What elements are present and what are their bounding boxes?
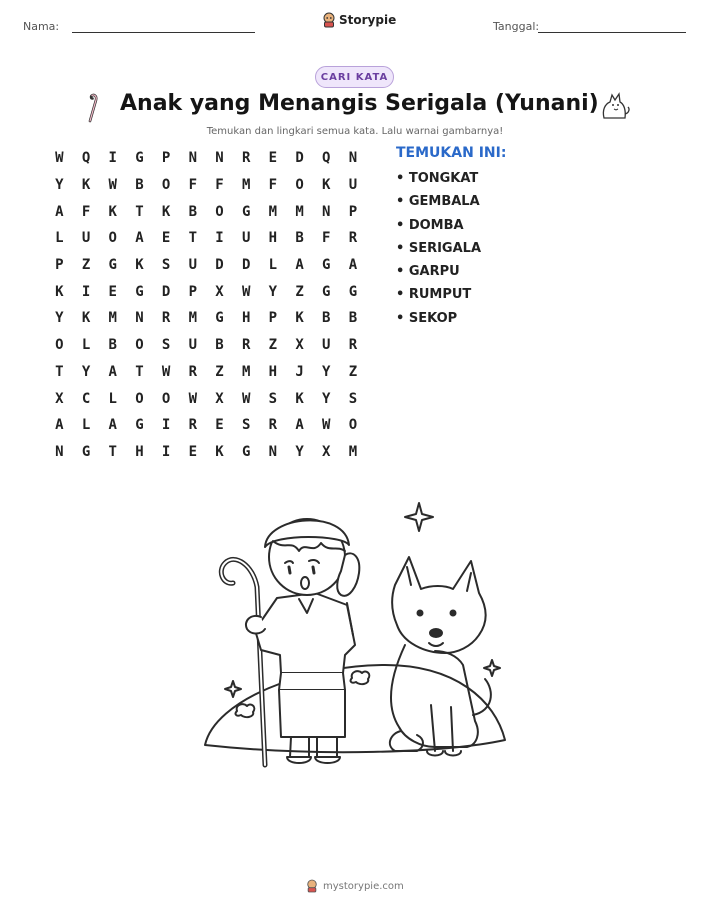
grid-letter[interactable]: O — [215, 203, 224, 220]
boy-and-wolf-illustration — [195, 495, 525, 785]
grid-letter[interactable]: P — [188, 283, 197, 300]
grid-letter[interactable]: R — [161, 310, 171, 327]
grid-letter[interactable]: G — [322, 283, 331, 300]
grid-letter[interactable]: X — [215, 390, 224, 407]
word-list-item: • GEMBALA — [396, 194, 480, 210]
date-line — [538, 32, 686, 33]
grid-letter[interactable]: B — [135, 177, 144, 194]
grid-letter[interactable]: E — [268, 150, 278, 167]
grid-letter[interactable]: Y — [322, 390, 331, 407]
grid-letter[interactable]: H — [268, 230, 278, 247]
word-list-item: • GARPU — [396, 264, 460, 280]
grid-letter[interactable]: N — [55, 443, 64, 460]
grid-letter[interactable]: F — [322, 230, 331, 247]
grid-letter[interactable]: X — [215, 283, 224, 300]
grid-letter[interactable]: A — [55, 417, 64, 434]
date-label: Tanggal: — [493, 20, 540, 33]
wolf-icon — [598, 90, 632, 122]
grid-letter[interactable]: N — [188, 150, 197, 167]
grid-letter[interactable]: G — [135, 417, 144, 434]
grid-letter[interactable]: N — [135, 310, 144, 327]
grid-letter[interactable]: S — [348, 390, 358, 407]
grid-letter[interactable]: A — [108, 363, 117, 380]
grid-letter[interactable]: W — [188, 390, 197, 407]
storypie-mascot-icon — [306, 879, 318, 893]
grid-letter[interactable]: M — [241, 363, 251, 380]
grid-letter[interactable]: K — [135, 257, 144, 274]
grid-letter[interactable]: F — [268, 177, 278, 194]
grid-letter[interactable]: Y — [268, 283, 278, 300]
grid-letter[interactable]: M — [108, 310, 117, 327]
grid-letter[interactable]: L — [81, 417, 91, 434]
grid-letter[interactable]: L — [81, 337, 91, 354]
grid-letter[interactable]: G — [241, 443, 251, 460]
shepherd-staff-icon — [84, 91, 104, 123]
grid-letter[interactable]: K — [81, 310, 91, 327]
grid-letter[interactable]: D — [215, 257, 224, 274]
grid-letter[interactable]: X — [55, 390, 64, 407]
grid-letter[interactable]: T — [188, 230, 197, 247]
grid-letter[interactable]: K — [322, 177, 331, 194]
grid-letter[interactable]: B — [215, 337, 224, 354]
grid-letter[interactable]: T — [55, 363, 64, 380]
grid-letter[interactable]: I — [81, 283, 91, 300]
grid-letter[interactable]: M — [268, 203, 278, 220]
grid-letter[interactable]: Y — [81, 363, 91, 380]
grid-letter[interactable]: G — [135, 283, 144, 300]
grid-letter[interactable]: X — [295, 337, 304, 354]
grid-letter[interactable]: O — [295, 177, 304, 194]
grid-letter[interactable]: Y — [295, 443, 304, 460]
grid-letter[interactable]: R — [188, 363, 197, 380]
grid-letter[interactable]: F — [81, 203, 91, 220]
grid-letter[interactable]: B — [322, 310, 331, 327]
grid-letter[interactable]: B — [348, 310, 358, 327]
grid-letter[interactable]: E — [215, 417, 224, 434]
word-list-item: • DOMBA — [396, 217, 464, 233]
grid-letter[interactable]: K — [108, 203, 117, 220]
grid-letter[interactable]: U — [188, 257, 197, 274]
grid-letter[interactable]: P — [55, 257, 64, 274]
grid-letter[interactable]: R — [268, 417, 278, 434]
grid-letter[interactable]: G — [215, 310, 224, 327]
brand-name: Storypie — [339, 13, 397, 27]
grid-letter[interactable]: G — [81, 443, 91, 460]
word-search-grid — [46, 145, 366, 465]
grid-letter[interactable]: O — [135, 337, 144, 354]
grid-letter[interactable]: U — [188, 337, 197, 354]
grid-letter[interactable]: T — [135, 363, 144, 380]
grid-letter[interactable]: A — [108, 417, 117, 434]
grid-letter[interactable]: F — [188, 177, 197, 194]
grid-letter[interactable]: Q — [322, 150, 331, 167]
grid-letter[interactable]: G — [241, 203, 251, 220]
grid-letter[interactable]: E — [161, 230, 171, 247]
grid-letter[interactable]: S — [161, 337, 171, 354]
grid-letter[interactable]: G — [108, 257, 117, 274]
grid-letter[interactable]: B — [188, 203, 197, 220]
grid-letter[interactable]: D — [295, 150, 304, 167]
grid-letter[interactable]: G — [135, 150, 144, 167]
grid-letter[interactable]: U — [348, 177, 358, 194]
storypie-logo — [322, 12, 396, 28]
storypie-mascot-icon — [322, 12, 336, 28]
grid-letter[interactable]: J — [295, 363, 304, 380]
grid-letter[interactable]: W — [241, 390, 251, 407]
grid-letter[interactable]: H — [135, 443, 144, 460]
sparkle-icon — [225, 681, 241, 697]
word-list-item: • SEKOP — [396, 310, 458, 326]
grid-letter[interactable]: K — [295, 390, 304, 407]
grid-letter[interactable]: H — [241, 310, 251, 327]
grid-letter[interactable]: W — [108, 177, 117, 194]
grid-letter[interactable]: Z — [268, 337, 278, 354]
grid-letter[interactable]: G — [348, 283, 358, 300]
grid-letter[interactable]: U — [322, 337, 331, 354]
grid-letter[interactable]: L — [55, 230, 64, 247]
grid-letter[interactable]: O — [108, 230, 117, 247]
grid-letter[interactable]: K — [161, 203, 171, 220]
grid-letter[interactable]: B — [295, 230, 304, 247]
grid-letter[interactable]: L — [268, 257, 278, 274]
grid-letter[interactable]: R — [188, 417, 197, 434]
grid-letter[interactable]: M — [188, 310, 197, 327]
grid-letter[interactable]: A — [135, 230, 144, 247]
grid-letter[interactable]: N — [322, 203, 331, 220]
grid-letter[interactable]: W — [161, 363, 171, 380]
grid-letter[interactable]: P — [161, 150, 171, 167]
grid-letter[interactable]: K — [55, 283, 64, 300]
grid-letter[interactable]: I — [161, 443, 171, 460]
word-list-item: • SERIGALA — [396, 240, 482, 256]
grid-letter[interactable]: W — [55, 150, 64, 167]
grid-letter[interactable]: I — [108, 150, 117, 167]
grid-letter[interactable]: S — [161, 257, 171, 274]
grid-letter[interactable]: O — [55, 337, 64, 354]
grid-letter[interactable]: Y — [55, 177, 64, 194]
instructions: Temukan dan lingkari semua kata. Lalu warnai gambarnya! — [206, 126, 504, 137]
grid-letter[interactable]: M — [348, 443, 358, 460]
grid-letter[interactable]: E — [108, 283, 117, 300]
grid-letter[interactable]: I — [215, 230, 224, 247]
grid-letter[interactable]: T — [135, 203, 144, 220]
grid-letter[interactable]: A — [55, 203, 64, 220]
grid-letter[interactable]: S — [241, 417, 251, 434]
grid-letter[interactable]: Z — [295, 283, 304, 300]
grid-letter[interactable]: Z — [81, 257, 91, 274]
grid-letter[interactable]: P — [268, 310, 278, 327]
grid-letter[interactable]: Z — [348, 363, 358, 380]
grid-letter[interactable]: U — [241, 230, 251, 247]
grid-letter[interactable]: M — [241, 177, 251, 194]
grid-letter[interactable]: R — [348, 230, 358, 247]
word-list — [396, 171, 481, 334]
grid-letter[interactable]: N — [268, 443, 278, 460]
grid-letter[interactable]: U — [81, 230, 91, 247]
grid-letter[interactable]: R — [241, 150, 251, 167]
grid-letter[interactable]: O — [161, 390, 171, 407]
grid-letter[interactable]: Y — [55, 310, 64, 327]
grid-letter[interactable]: L — [108, 390, 117, 407]
grid-letter[interactable]: P — [348, 203, 358, 220]
grid-letter[interactable]: T — [108, 443, 117, 460]
grid-letter[interactable]: Y — [322, 363, 331, 380]
grid-letter[interactable]: M — [295, 203, 304, 220]
grid-letter[interactable]: R — [348, 337, 358, 354]
grid-letter[interactable]: N — [348, 150, 358, 167]
sparkle-icon — [484, 660, 500, 676]
grid-letter[interactable]: C — [81, 390, 91, 407]
grid-letter[interactable]: A — [348, 257, 358, 274]
footer — [306, 879, 404, 893]
grid-letter[interactable]: Z — [215, 363, 224, 380]
grid-letter[interactable]: B — [108, 337, 117, 354]
grid-letter[interactable]: D — [241, 257, 251, 274]
category-badge: CARI KATA — [315, 66, 394, 88]
page-title: Anak yang Menangis Serigala (Yunani) — [120, 91, 599, 116]
grid-letter[interactable]: N — [215, 150, 224, 167]
grid-letter[interactable]: K — [215, 443, 224, 460]
grid-letter[interactable]: G — [322, 257, 331, 274]
grid-letter[interactable]: S — [268, 390, 278, 407]
sparkle-icon — [405, 503, 433, 531]
footer-site: mystorypie.com — [323, 880, 404, 892]
grid-letter[interactable]: I — [161, 417, 171, 434]
grid-letter[interactable]: X — [322, 443, 331, 460]
grid-letter[interactable]: W — [241, 283, 251, 300]
grid-letter[interactable]: K — [81, 177, 91, 194]
grid-letter[interactable]: D — [161, 283, 171, 300]
grid-letter[interactable]: A — [295, 417, 304, 434]
grid-letter[interactable]: W — [322, 417, 331, 434]
grid-letter[interactable]: H — [268, 363, 278, 380]
grid-letter[interactable]: F — [215, 177, 224, 194]
grid-letter[interactable]: O — [161, 177, 171, 194]
grid-letter[interactable]: O — [348, 417, 358, 434]
grid-letter[interactable]: K — [295, 310, 304, 327]
word-list-item: • RUMPUT — [396, 287, 472, 303]
grid-letter[interactable]: Q — [81, 150, 91, 167]
grid-letter[interactable]: R — [241, 337, 251, 354]
grid-letter[interactable]: O — [135, 390, 144, 407]
word-list-title: TEMUKAN INI: — [396, 145, 507, 161]
grid-letter[interactable]: E — [188, 443, 197, 460]
word-list-item: • TONGKAT — [396, 171, 479, 186]
name-line — [72, 32, 255, 33]
name-label: Nama: — [23, 20, 60, 33]
grid-letter[interactable]: A — [295, 257, 304, 274]
